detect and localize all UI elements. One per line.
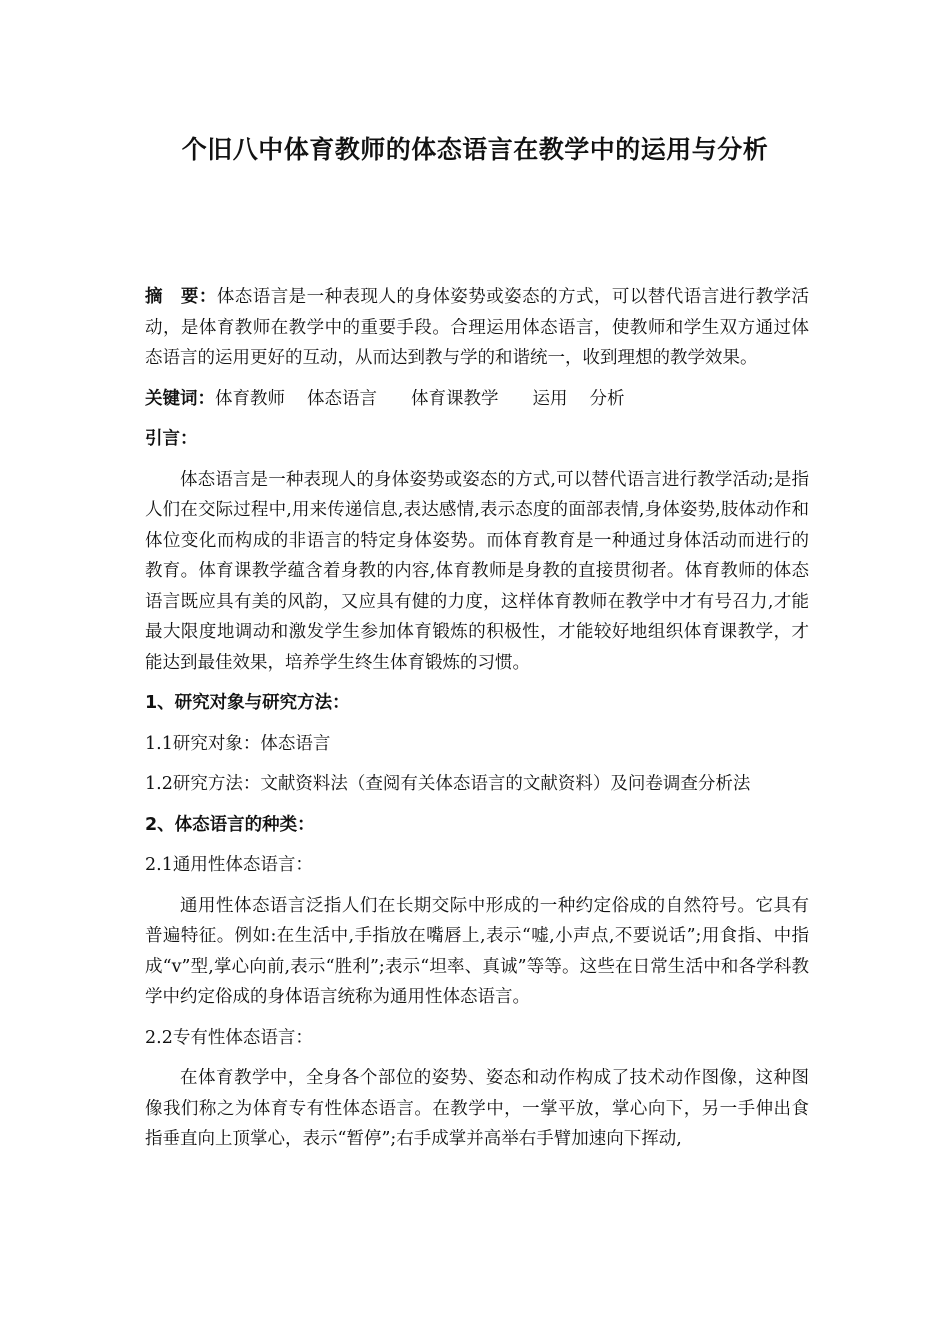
keyword-item: 分析 xyxy=(589,388,625,409)
intro-heading: 引言： xyxy=(145,429,198,449)
keyword-item: 体育课教学 xyxy=(411,388,499,409)
abstract-text: 体态语言是一种表现人的身体姿势或姿态的方式，可以替代语言进行教学活动，是体育教师在教学中的重要手段。合理运用体态语言，使教师和学生双方通过体态语言的运用更好的互动，从而达到教与学的和谐统一，收到理想的教学效果。 xyxy=(145,287,810,368)
abstract-paragraph xyxy=(145,282,809,374)
section-2-heading: 2、体态语言的种类： xyxy=(145,814,315,835)
section-2-2-heading: 2.2专有性体态语言： xyxy=(145,1027,313,1048)
section-2-2-paragraph: 在体育教学中，全身各个部位的姿势、姿态和动作构成了技术动作图像，这种图像我们称之为体育专有性体态语言。在教学中，一掌平放，掌心向下，另一手伸出食指垂直向上顶掌心，表示“暂停”;右手成掌并高举右手臂加速向下挥动, xyxy=(145,1068,809,1149)
keywords-label: 关键词： xyxy=(145,388,215,409)
section-2-1-paragraph: 通用性体态语言泛指人们在长期交际中形成的一种约定俗成的自然符号。它具有普遍特征。例如:在生活中,手指放在嘴唇上,表示“嘘,小声点,不要说话”;用食指、中指成“v”型,掌心向前,表示“胜利”;表示“坦率、真诚”等等。这些在日常生活中和各学科教学中约定俗成的身体语言统称为通用性体态语言。 xyxy=(145,895,809,1007)
section-2-1-heading: 2.1通用性体态语言： xyxy=(145,855,313,875)
keywords-paragraph xyxy=(145,384,809,415)
intro-paragraph: 体态语言是一种表现人的身体姿势或姿态的方式,可以替代语言进行教学活动;是指人们在交际过程中,用来传递信息,表达感情,表示态度的面部表情,身体姿势,肢体动作和体位变化而构成的非语言的特定身体姿势。而体育教育是一种通过身体活动而进行的教育。体育课教学蕴含着身教的内容,体育教师是身教的直接贯彻者。体育教师的体态语言既应具有美的风韵，又应具有健的力度，这样体育教师在教学中才有号召力,才能最大限度地调动和激发学生参加体育锻炼的积极性，才能较好地组织体育课教学，才能达到最佳效果，培养学生终生体育锻炼的习惯。 xyxy=(145,469,809,673)
document-title: 个旧八中体育教师的体态语言在教学中的运用与分析 xyxy=(181,135,769,164)
section-1-1-line: 1.1研究对象：体态语言 xyxy=(145,733,331,754)
document-body xyxy=(145,282,809,1165)
keyword-item: 体育教师 xyxy=(215,388,285,409)
section-1-2-line: 1.2研究方法：文献资料法（查阅有关体态语言的文献资料）及问卷调查分析法 xyxy=(145,774,751,794)
keyword-item: 运用 xyxy=(532,388,568,409)
section-1-heading: 1、研究对象与研究方法： xyxy=(145,693,350,713)
abstract-label: 摘 要： xyxy=(145,287,217,307)
keyword-item: 体态语言 xyxy=(307,388,377,409)
